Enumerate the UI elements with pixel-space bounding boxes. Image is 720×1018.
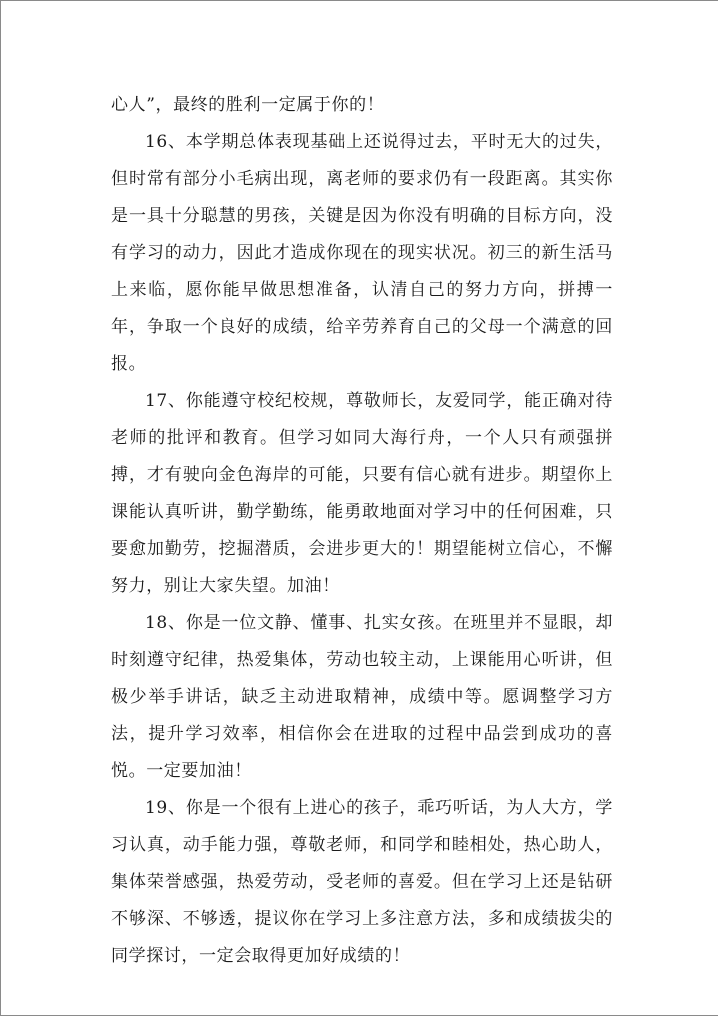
paragraph-17: 17、你能遵守校纪校规，尊敬师长，友爱同学，能正确对待老师的批评和教育。但学习如同大海行舟，一个人只有顽强拼搏，才有驶向金色海岸的可能，只要有信心就有进步。期望你上课能认真听讲，勤学勤练，能勇敢地面对学习中的任何困难，只要愈加勤劳，挖掘潜质，会进步更大的！期望能树立信心，不懈努力，别让大家失望。加油！: [111, 391, 613, 596]
document-body: [111, 87, 613, 975]
paragraph-19: 19、你是一个很有上进心的孩子，乖巧听话，为人大方，学习认真，动手能力强，尊敬老师，和同学和睦相处，热心助人，集体荣誉感强，热爱劳动，受老师的喜爱。但在学习上还是钻研不够深、不够透，提议你在学习上多注意方法，多和成绩拔尖的同学探讨，一定会取得更加好成绩的！: [111, 798, 613, 966]
paragraph-18: 18、你是一位文静、懂事、扎实女孩。在班里并不显眼，却时刻遵守纪律，热爱集体，劳动也较主动，上课能用心听讲，但极少举手讲话，缺乏主动进取精神，成绩中等。愿调整学习方法，提升学习效率，相信你会在进取的过程中品尝到成功的喜悦。一定要加油！: [111, 613, 613, 781]
paragraph-16: 16、本学期总体表现基础上还说得过去，平时无大的过失，但时常有部分小毛病出现，离老师的要求仍有一段距离。其实你是一具十分聪慧的男孩，关键是因为你没有明确的目标方向，没有学习的动力，因此才造成你现在的现实状况。初三的新生活马上来临，愿你能早做思想准备，认清自己的努力方向，拼搏一年，争取一个良好的成绩，给辛劳养育自己的父母一个满意的回报。: [111, 132, 613, 374]
paragraph-continuation: 心人”，最终的胜利一定属于你的！: [111, 95, 385, 115]
